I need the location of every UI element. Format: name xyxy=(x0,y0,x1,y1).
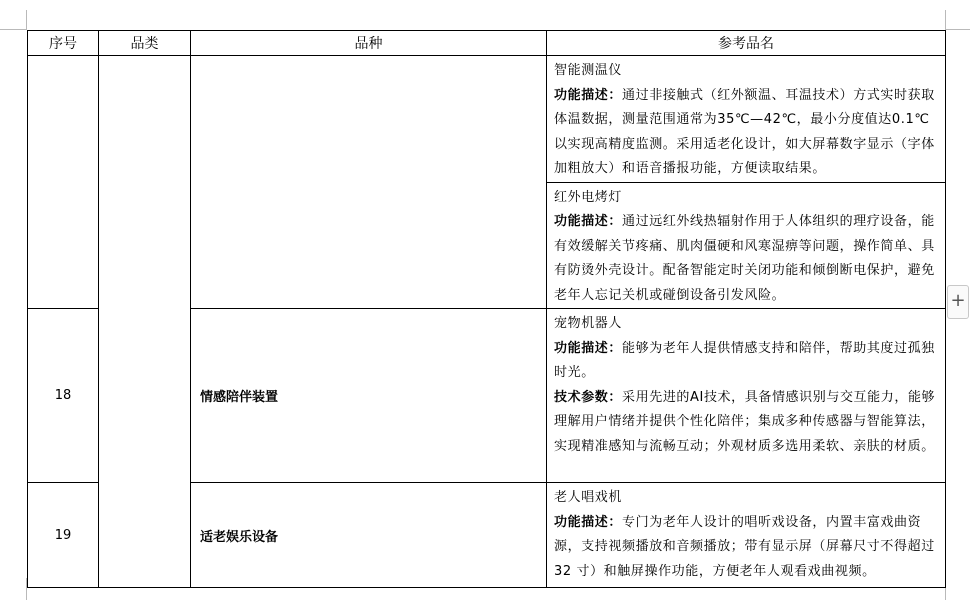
table-row xyxy=(28,56,946,183)
product-name: 智能测温仪 xyxy=(554,63,623,78)
variety-cell: 适老娱乐设备 xyxy=(191,483,547,588)
add-button[interactable] xyxy=(947,285,969,319)
row-number xyxy=(28,56,99,309)
crop-mark xyxy=(945,10,946,30)
tech-params-text: 采用先进的AI技术，具备情感识别与交互能力，能够理解用户情绪并提供个性化陪伴；集成多种传感器与智能算法，实现精准感知与流畅互动；外观材质多选用柔软、亲肤的材质。 xyxy=(554,389,936,454)
variety-cell: 情感陪伴装置 xyxy=(191,309,547,483)
crop-mark xyxy=(0,29,27,30)
function-text: 能够为老年人提供情感支持和陪伴，帮助其度过孤独时光。 xyxy=(554,340,935,380)
row-number: 19 xyxy=(28,483,99,588)
tech-params-label: 技术参数： xyxy=(554,389,623,405)
header-number: 序号 xyxy=(28,31,99,56)
product-name: 红外电烤灯 xyxy=(554,189,623,205)
function-text: 通过远红外线热辐射作用于人体组织的理疗设备，能有效缓解关节疼痛、肌肉僵硬和风寒湿痹等问题，操作简单、具有防烫外壳设计。配备智能定时关闭功能和倾倒断电保护，避免老年人忘记关机或碰倒设备引发风险。 xyxy=(554,214,935,303)
function-label: 功能描述： xyxy=(554,514,623,530)
header-reference-name: 参考品名 xyxy=(547,31,946,56)
reference-cell xyxy=(547,182,946,309)
reference-cell xyxy=(547,56,946,183)
product-name: 宠物机器人 xyxy=(554,316,623,331)
header-category: 品类 xyxy=(99,31,191,56)
product-table xyxy=(27,30,946,588)
header-variety: 品种 xyxy=(191,31,547,56)
plus-icon: + xyxy=(950,290,966,311)
function-label: 功能描述： xyxy=(554,214,623,229)
reference-cell xyxy=(547,483,946,588)
category-cell xyxy=(99,56,191,588)
variety-cell xyxy=(191,56,547,309)
crop-mark xyxy=(26,10,27,30)
crop-mark xyxy=(945,29,970,30)
function-label: 功能描述： xyxy=(554,87,623,103)
product-name: 老人唱戏机 xyxy=(554,490,623,505)
function-text: 通过非接触式（红外额温、耳温技术）方式实时获取体温数据，测量范围通常为35℃—42℃，最小分度值达0.1℃以实现高精度监测。采用适老化设计，如大屏幕数字显示（字体加粗放大）和语音播报功能，方便读取结果。 xyxy=(554,87,935,176)
reference-cell xyxy=(547,309,946,483)
row-number: 18 xyxy=(28,309,99,483)
table-header-row xyxy=(28,31,946,56)
function-label: 功能描述： xyxy=(554,340,623,356)
function-text: 专门为老年人设计的唱听戏设备，内置丰富戏曲资源，支持视频播放和音频播放；带有显示屏（屏幕尺寸不得超过 32 寸）和触屏操作功能，方便老年人观看戏曲视频。 xyxy=(554,514,935,579)
